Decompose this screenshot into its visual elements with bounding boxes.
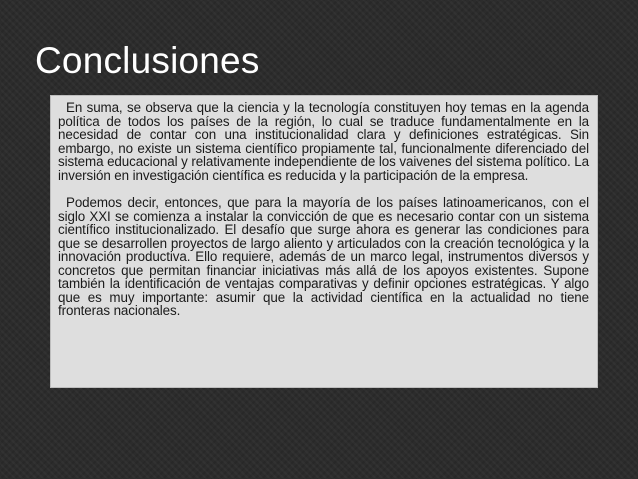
content-box xyxy=(51,96,597,387)
content-body xyxy=(58,101,589,318)
slide-title: Conclusiones xyxy=(35,40,260,81)
paragraph-2: Podemos decir, entonces, que para la mayoría de los países latinoamericanos, con el siglo XXI se comienza a instalar la convicción de que es necesario contar con un sistema científico institucionalizado. El desafío que surge ahora es generar las condiciones para que se desarrollen proyectos de largo aliento y articulados con la creación tecnológica y la innovación productiva. Ello requiere, además de un marco legal, instrumentos diversos y concretos que permitan financiar iniciativas más allá de los apoyos existentes. Supone también la identificación de ventajas comparativas y definir opciones estratégicas. Y algo que es muy importante: asumir que la actividad científica en la actualidad no tiene fronteras nacionales. xyxy=(58,195,589,318)
paragraph-1: En suma, se observa que la ciencia y la tecnología constituyen hoy temas en la agenda política de todos los países de la región, lo cual se traduce fundamentalmente en la necesidad de contar con una institucionalidad clara y definiciones estratégicas. Sin embargo, no existe un sistema científico propiamente tal, funcionalmente diferenciado del sistema educacional y relativamente independiente de los vaivenes del sistema político. La inversión en investigación científica es reducida y la participación de la empresa. xyxy=(58,100,589,183)
